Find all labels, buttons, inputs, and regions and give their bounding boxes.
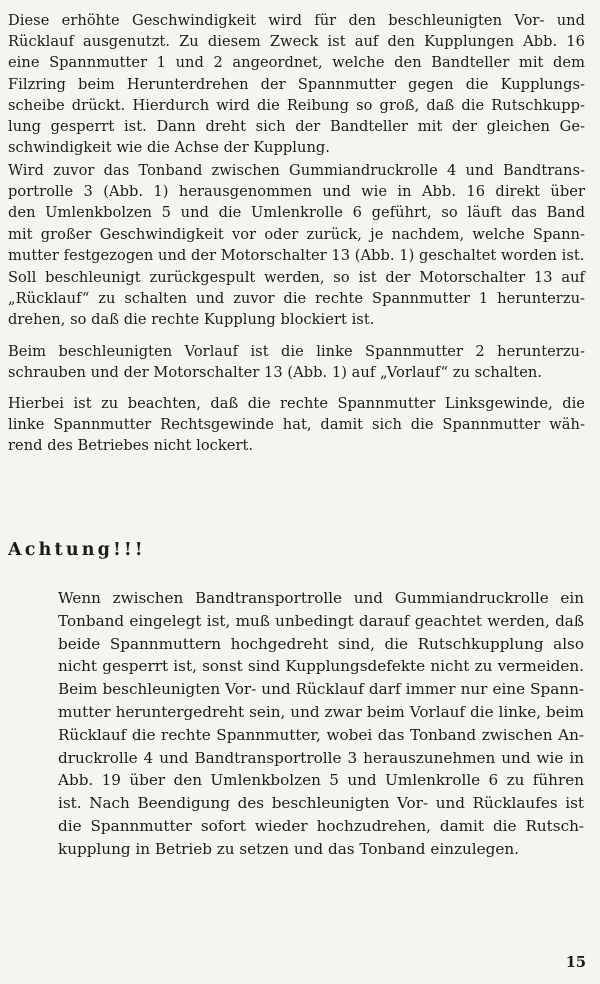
- text-line: kupplung in Betrieb zu setzen und das Tonband einzulegen.: [58, 839, 519, 858]
- text-line: Filzring beim Herunterdrehen der Spannmutter gegen die Kupplungs-: [8, 75, 585, 93]
- paragraph-forward: [8, 341, 585, 383]
- text-line: den Umlenkbolzen 5 und die Umlenkrolle 6 geführt, so läuft das Band: [8, 204, 585, 222]
- warning-heading: Achtung!!!: [8, 540, 146, 560]
- text-line: Beim beschleunigten Vor- und Rücklauf darf immer nur eine Spann-: [58, 680, 584, 699]
- text-line: linke Spannmutter Rechtsgewinde hat, damit sich die Spannmutter wäh-: [8, 416, 585, 434]
- text-line: Beim beschleunigten Vorlauf ist die linke Spannmutter 2 herunterzu-: [8, 343, 585, 360]
- text-line: ist. Nach Beendigung des beschleunigten Vor- und Rücklaufes ist: [58, 794, 584, 813]
- paragraph-rewind: [8, 267, 585, 331]
- text-line: Tonband eingelegt ist, muß unbedingt darauf geachtet werden, daß: [58, 611, 584, 630]
- text-line: Hierbei ist zu beachten, daß die rechte Spannmutter Linksgewinde, die: [8, 395, 585, 412]
- paragraph-thread-note: [8, 393, 585, 457]
- text-line: mutter festgezogen und der Motorschalter 13 (Abb. 1) geschaltet worden ist.: [8, 246, 585, 264]
- text-line: Diese erhöhte Geschwindigkeit wird für den beschleunigten Vor- und: [8, 12, 585, 29]
- text-line: Abb. 19 über den Umlenkbolzen 5 und Umlenkrolle 6 zu führen: [58, 771, 584, 790]
- text-line: mit großer Geschwindigkeit vor oder zurück, je nachdem, welche Spann-: [8, 225, 585, 243]
- page-number: 15: [565, 954, 586, 971]
- text-line: eine Spannmutter 1 und 2 angeordnet, welche den Bandteller mit dem: [8, 54, 585, 72]
- text-line: schrauben und der Motorschalter 13 (Abb. 1) auf „Vorlauf“ zu schalten.: [8, 364, 543, 382]
- text-line: portrolle 3 (Abb. 1) herausgenommen und wie in Abb. 16 direkt über: [8, 183, 585, 201]
- text-line: rend des Betriebes nicht lockert.: [8, 437, 254, 455]
- text-line: die Spannmutter sofort wieder hochzudrehen, damit die Rutsch-: [58, 816, 584, 835]
- text-line: Rücklauf die rechte Spannmutter, wobei das Tonband zwischen An-: [58, 725, 584, 744]
- text-line: schwindigkeit wie die Achse der Kupplung.: [8, 139, 330, 157]
- text-line: „Rücklauf“ zu schalten und zuvor die rechte Spannmutter 1 herunterzu-: [8, 290, 585, 308]
- text-line: lung gesperrt ist. Dann dreht sich der Bandteller mit der gleichen Ge-: [8, 118, 585, 136]
- text-line: drehen, so daß die rechte Kupplung blockiert ist.: [8, 311, 375, 329]
- text-line: Wird zuvor das Tonband zwischen Gummiandruckrolle 4 und Bandtrans-: [8, 162, 585, 179]
- paragraph-high-speed: [8, 10, 585, 158]
- warning-paragraph: [58, 587, 584, 861]
- text-line: nicht gesperrt ist, sonst sind Kupplungsdefekte nicht zu vermeiden.: [58, 657, 584, 676]
- text-line: druckrolle 4 und Bandtransportrolle 3 herauszunehmen und wie in: [58, 748, 584, 767]
- text-line: Rücklauf ausgenutzt. Zu diesem Zweck ist auf den Kupplungen Abb. 16: [8, 33, 585, 51]
- text-line: scheibe drückt. Hierdurch wird die Reibung so groß, daß die Rutschkupp-: [8, 96, 585, 114]
- text-line: mutter heruntergedreht sein, und zwar beim Vorlauf die linke, beim: [58, 702, 584, 721]
- text-line: Soll beschleunigt zurückgespult werden, so ist der Motorschalter 13 auf: [8, 269, 585, 286]
- paragraph-tape-routing: [8, 160, 585, 266]
- text-line: beide Spannmuttern hochgedreht sind, die Rutschkupplung also: [58, 634, 584, 653]
- text-line: Wenn zwischen Bandtransportrolle und Gummiandruckrolle ein: [58, 589, 584, 607]
